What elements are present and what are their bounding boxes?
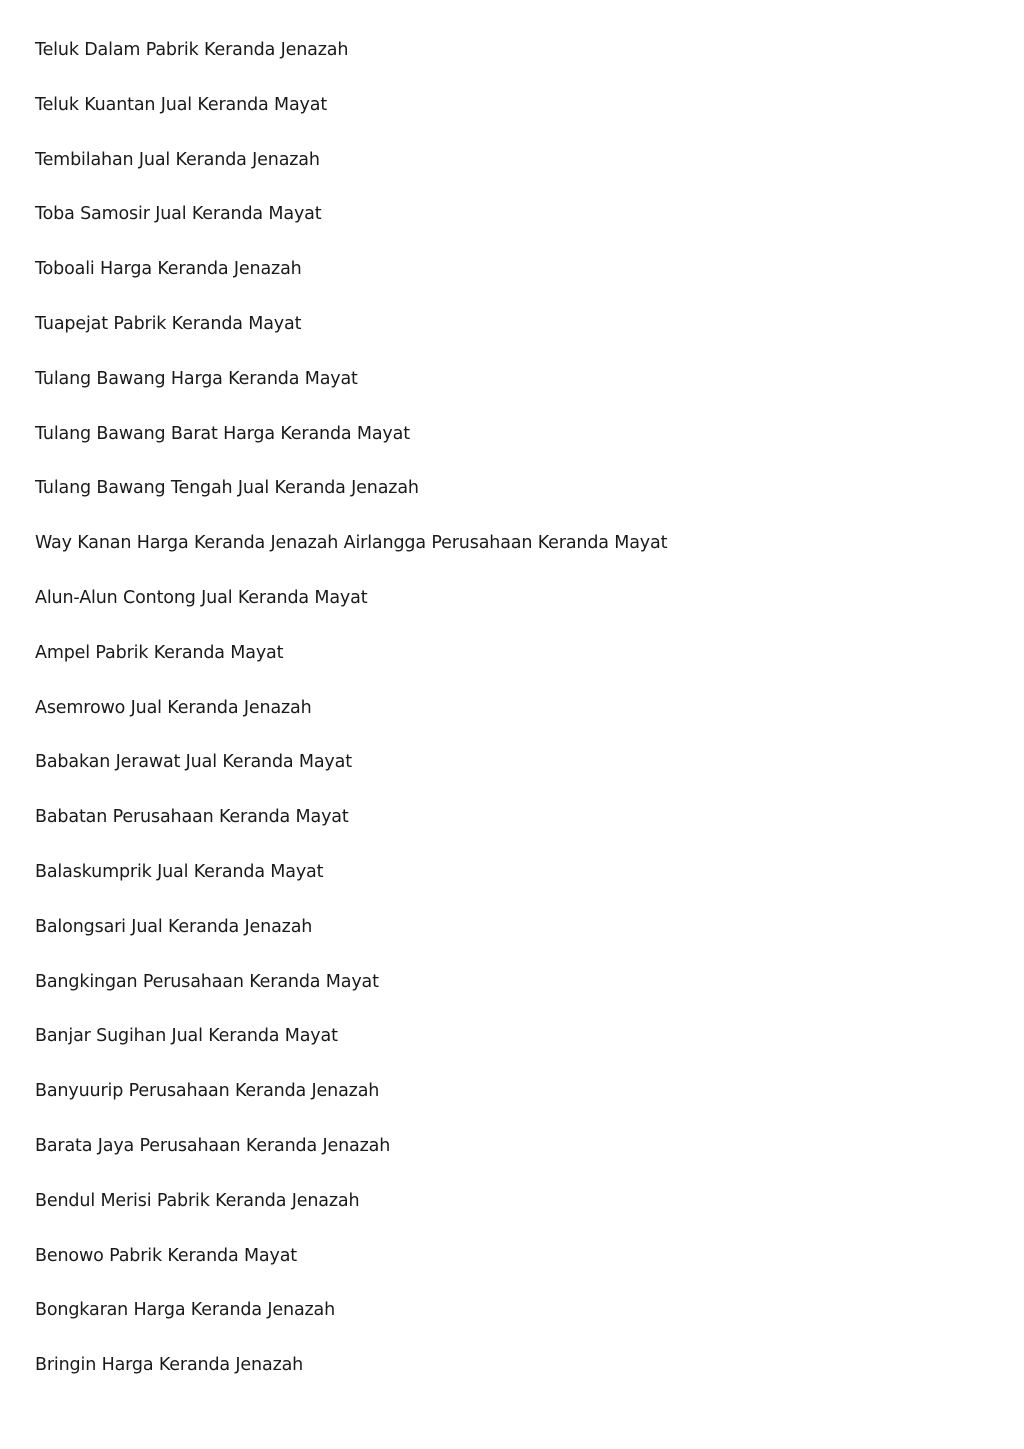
list-item: Banyuurip Perusahaan Keranda Jenazah	[35, 1081, 380, 1102]
list-item: Bringin Harga Keranda Jenazah	[35, 1355, 304, 1376]
list-item: Tuapejat Pabrik Keranda Mayat	[35, 313, 302, 334]
list-item: Tulang Bawang Barat Harga Keranda Mayat	[35, 423, 410, 444]
list-item: Tulang Bawang Tengah Jual Keranda Jenazah	[35, 478, 419, 499]
list-item: Banjar Sugihan Jual Keranda Mayat	[35, 1026, 338, 1047]
list-item: Bangkingan Perusahaan Keranda Mayat	[35, 971, 379, 992]
list-item: Way Kanan Harga Keranda Jenazah Airlangga Perusahaan Keranda Mayat	[35, 533, 668, 554]
list-item: Balaskumprik Jual Keranda Mayat	[35, 861, 324, 882]
list-item: Toboali Harga Keranda Jenazah	[35, 259, 302, 280]
list-item: Teluk Kuantan Jual Keranda Mayat	[35, 94, 328, 115]
list-item: Barata Jaya Perusahaan Keranda Jenazah	[35, 1135, 391, 1156]
list-item: Balongsari Jual Keranda Jenazah	[35, 916, 313, 937]
list-item: Tembilahan Jual Keranda Jenazah	[35, 149, 320, 170]
list-item: Benowo Pabrik Keranda Mayat	[35, 1245, 297, 1266]
keyword-list	[35, 36, 667, 1406]
list-item: Babakan Jerawat Jual Keranda Mayat	[35, 752, 352, 773]
list-item: Tulang Bawang Harga Keranda Mayat	[35, 368, 358, 389]
list-item: Toba Samosir Jual Keranda Mayat	[35, 204, 322, 225]
list-item: Bendul Merisi Pabrik Keranda Jenazah	[35, 1190, 360, 1211]
list-item: Babatan Perusahaan Keranda Mayat	[35, 807, 349, 828]
list-item: Teluk Dalam Pabrik Keranda Jenazah	[35, 40, 349, 60]
list-item: Bongkaran Harga Keranda Jenazah	[35, 1300, 336, 1321]
list-item: Alun-Alun Contong Jual Keranda Mayat	[35, 587, 368, 608]
list-item: Ampel Pabrik Keranda Mayat	[35, 642, 284, 663]
list-item: Asemrowo Jual Keranda Jenazah	[35, 697, 312, 718]
